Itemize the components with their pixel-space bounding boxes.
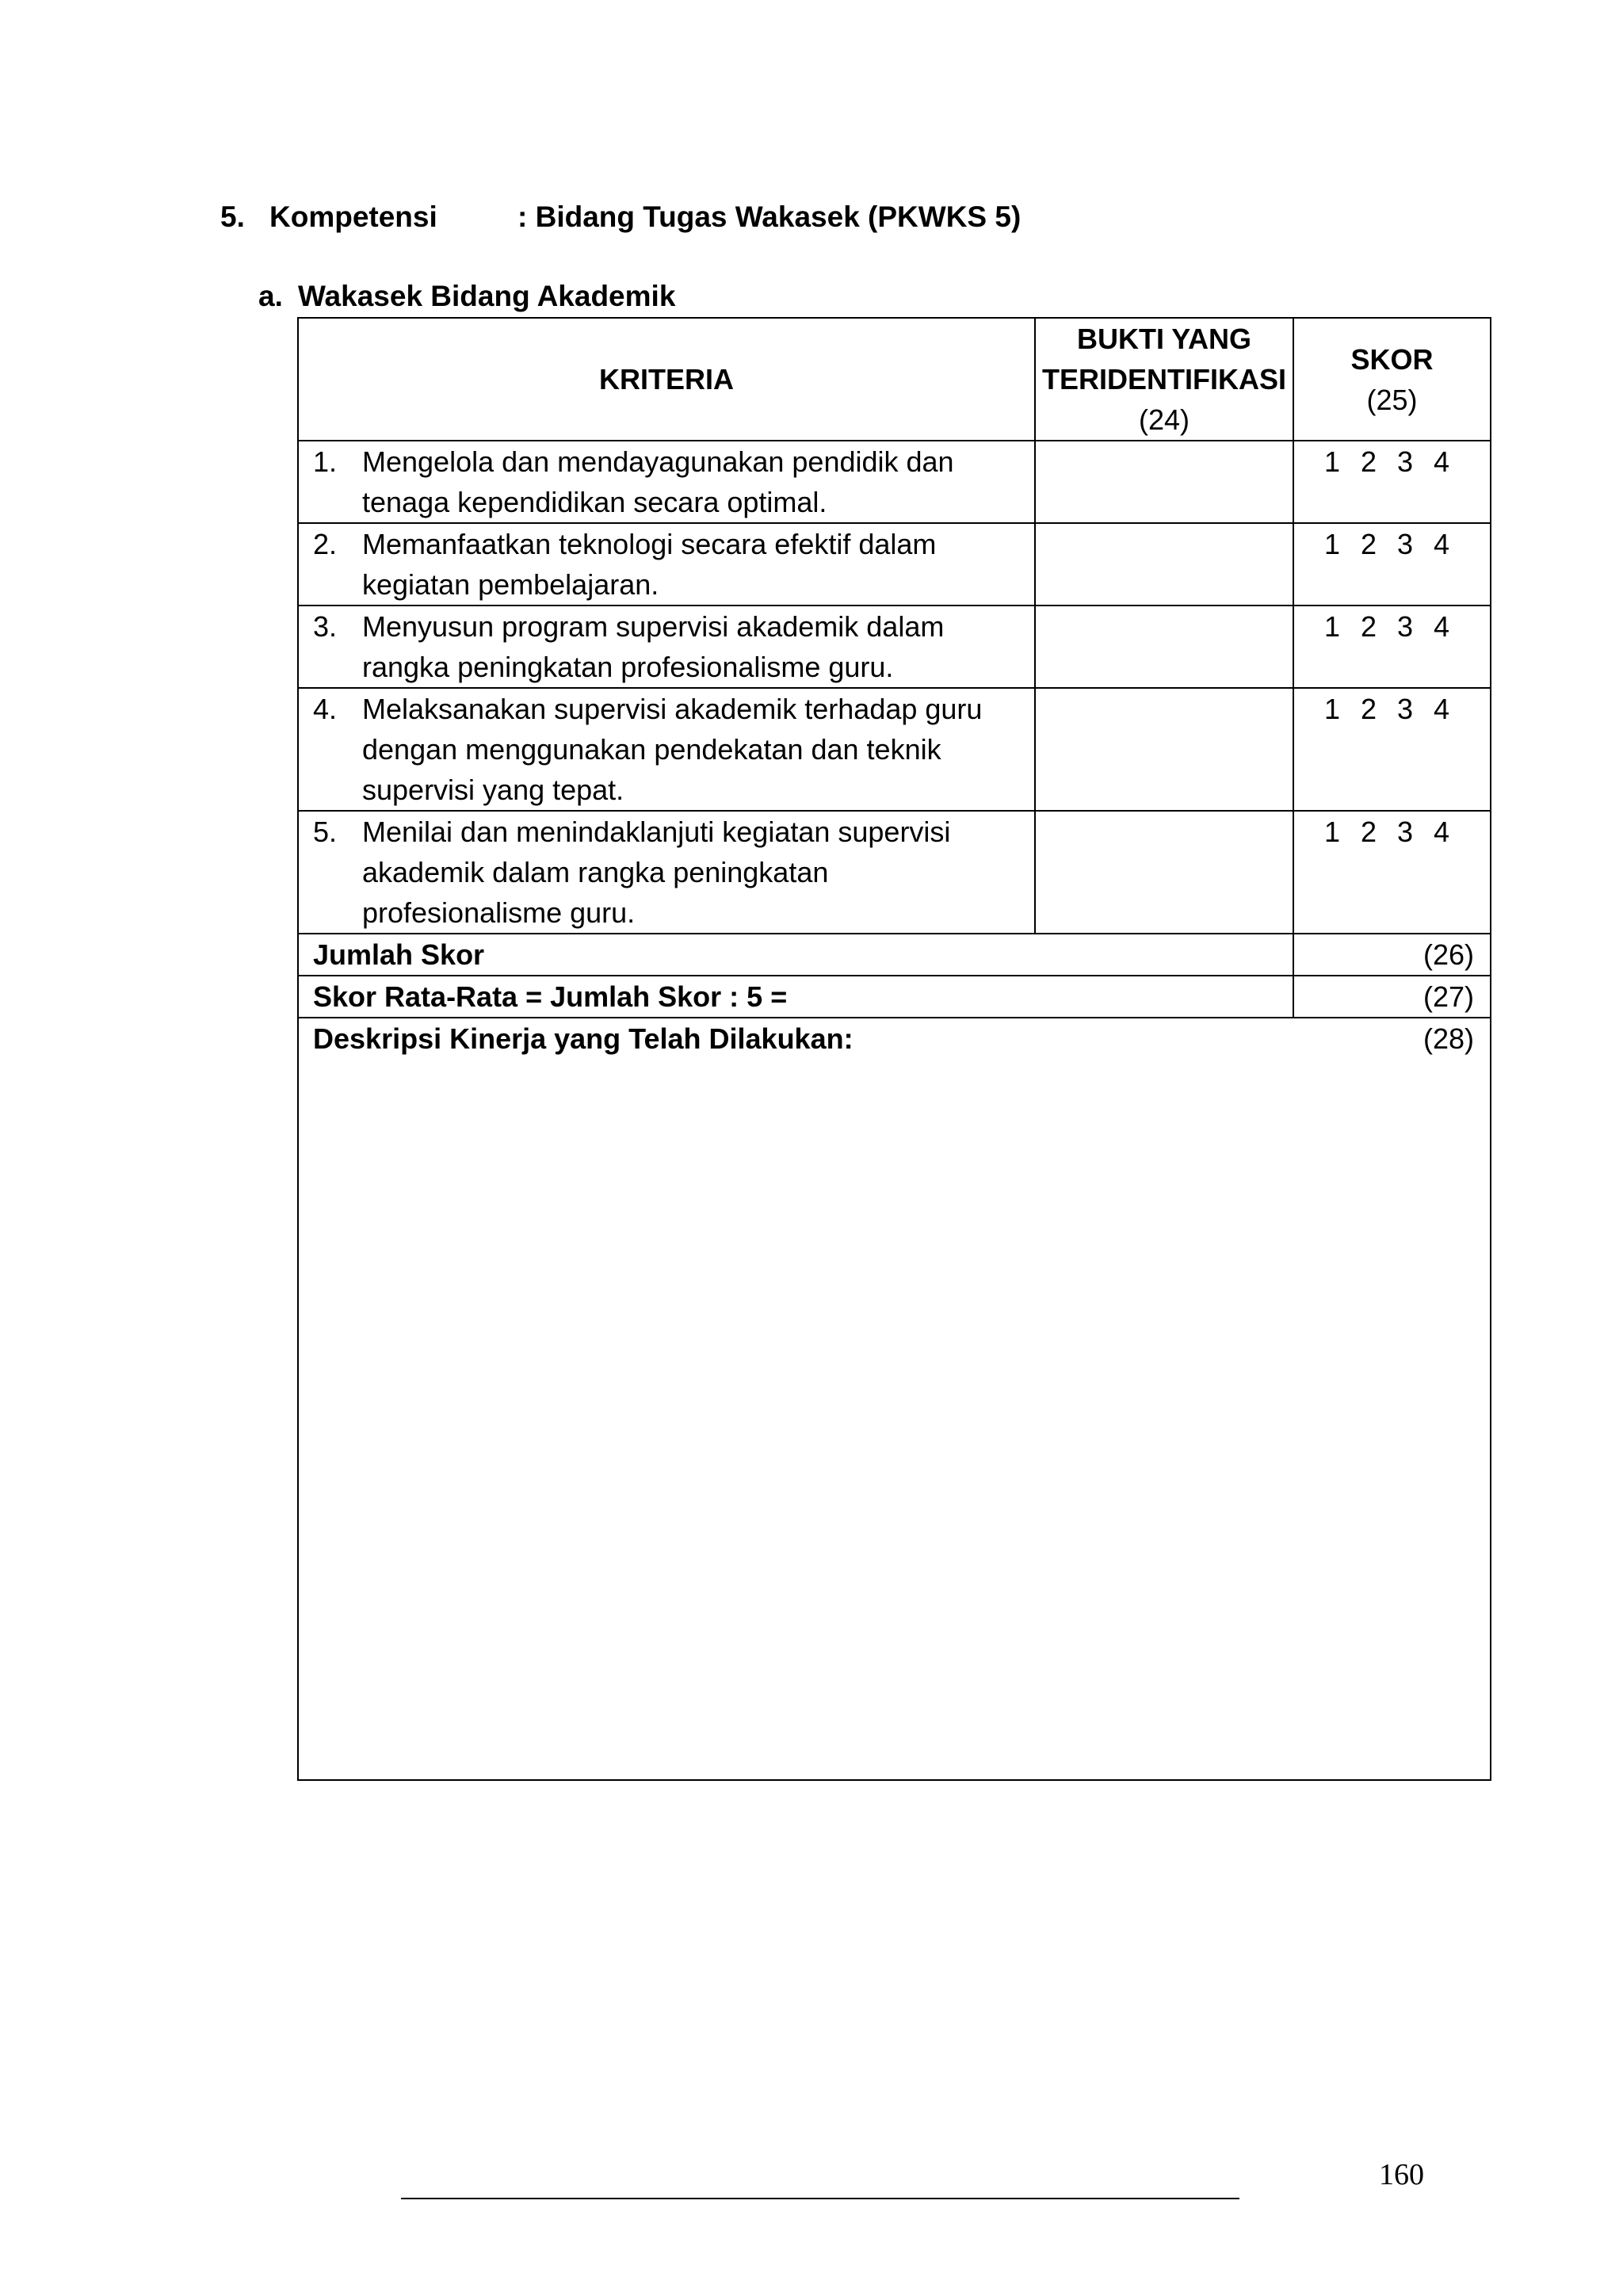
criteria-number: 2. — [313, 528, 338, 560]
criteria-cell — [298, 441, 1035, 523]
score-option-3[interactable]: 3 — [1396, 816, 1414, 848]
header-score: SKOR (25) — [1293, 318, 1491, 441]
table-header-row — [298, 318, 1491, 441]
criteria-text: Menyusun program supervisi akademik dalam rangka peningkatan profesionalisme guru. — [362, 610, 945, 683]
table-row — [298, 441, 1491, 523]
section-heading — [220, 198, 1021, 236]
average-score-row — [298, 976, 1491, 1018]
description-code: (28) — [1423, 1022, 1474, 1055]
score-options[interactable] — [1293, 606, 1491, 688]
score-options[interactable] — [1293, 811, 1491, 934]
score-option-1[interactable]: 1 — [1323, 528, 1341, 560]
average-score-label: Skor Rata-Rata = Jumlah Skor : 5 = — [298, 976, 1293, 1018]
score-option-1[interactable]: 1 — [1323, 610, 1341, 643]
evidence-cell[interactable] — [1035, 523, 1293, 606]
score-option-1[interactable]: 1 — [1323, 693, 1341, 725]
assessment-table — [297, 317, 1491, 1781]
score-options[interactable] — [1293, 523, 1491, 606]
evidence-cell[interactable] — [1035, 811, 1293, 934]
score-option-4[interactable]: 4 — [1433, 816, 1450, 848]
score-option-4[interactable]: 4 — [1433, 693, 1450, 725]
score-option-3[interactable]: 3 — [1396, 528, 1414, 560]
score-option-3[interactable]: 3 — [1396, 693, 1414, 725]
subsection-heading — [258, 277, 675, 315]
table-row — [298, 523, 1491, 606]
footer-divider — [401, 2198, 1239, 2199]
criteria-cell — [298, 606, 1035, 688]
score-option-1[interactable]: 1 — [1323, 445, 1341, 478]
subsection-title: Wakasek Bidang Akademik — [298, 280, 676, 312]
score-options[interactable] — [1293, 441, 1491, 523]
evidence-cell[interactable] — [1035, 441, 1293, 523]
score-option-4[interactable]: 4 — [1433, 528, 1450, 560]
table-row — [298, 606, 1491, 688]
score-option-2[interactable]: 2 — [1360, 445, 1377, 478]
description-label: Deskripsi Kinerja yang Telah Dilakukan: — [313, 1022, 854, 1055]
average-score-value[interactable]: (27) — [1293, 976, 1491, 1018]
page-number: 160 — [1379, 2158, 1424, 2191]
score-option-4[interactable]: 4 — [1433, 445, 1450, 478]
header-criteria: KRITERIA — [298, 318, 1035, 441]
section-value: : Bidang Tugas Wakasek (PKWKS 5) — [517, 201, 1022, 233]
header-evidence: BUKTI YANG TERIDENTIFIKASI (24) — [1035, 318, 1293, 441]
score-options[interactable] — [1293, 688, 1491, 811]
table-row — [298, 811, 1491, 934]
criteria-text: Melaksanakan supervisi akademik terhadap guru dengan menggunakan pendekatan dan teknik supervisi yang tepat. — [362, 693, 983, 806]
criteria-text: Mengelola dan mendayagunakan pendidik dan tenaga kependidikan secara optimal. — [362, 445, 954, 518]
score-option-3[interactable]: 3 — [1396, 610, 1414, 643]
criteria-number: 5. — [313, 816, 338, 848]
total-score-label: Jumlah Skor — [298, 934, 1293, 976]
criteria-cell — [298, 523, 1035, 606]
score-option-4[interactable]: 4 — [1433, 610, 1450, 643]
total-score-value[interactable]: (26) — [1293, 934, 1491, 976]
table-row — [298, 688, 1491, 811]
total-score-row — [298, 934, 1491, 976]
subsection-letter: a. — [258, 280, 283, 312]
criteria-text: Menilai dan menindaklanjuti kegiatan supervisi akademik dalam rangka peningkatan profesionalisme guru. — [362, 816, 951, 929]
score-option-3[interactable]: 3 — [1396, 445, 1414, 478]
criteria-number: 1. — [313, 445, 338, 478]
criteria-cell — [298, 811, 1035, 934]
section-number: 5. — [220, 201, 245, 233]
criteria-text: Memanfaatkan teknologi secara efektif dalam kegiatan pembelajaran. — [362, 528, 937, 601]
criteria-number: 4. — [313, 693, 338, 725]
criteria-cell — [298, 688, 1035, 811]
description-row — [298, 1018, 1491, 1780]
evidence-cell[interactable] — [1035, 688, 1293, 811]
description-cell[interactable] — [298, 1018, 1491, 1780]
section-label: Kompetensi — [269, 201, 437, 233]
score-option-1[interactable]: 1 — [1323, 816, 1341, 848]
score-option-2[interactable]: 2 — [1360, 528, 1377, 560]
score-option-2[interactable]: 2 — [1360, 693, 1377, 725]
score-option-2[interactable]: 2 — [1360, 816, 1377, 848]
evidence-cell[interactable] — [1035, 606, 1293, 688]
score-option-2[interactable]: 2 — [1360, 610, 1377, 643]
criteria-number: 3. — [313, 610, 338, 643]
